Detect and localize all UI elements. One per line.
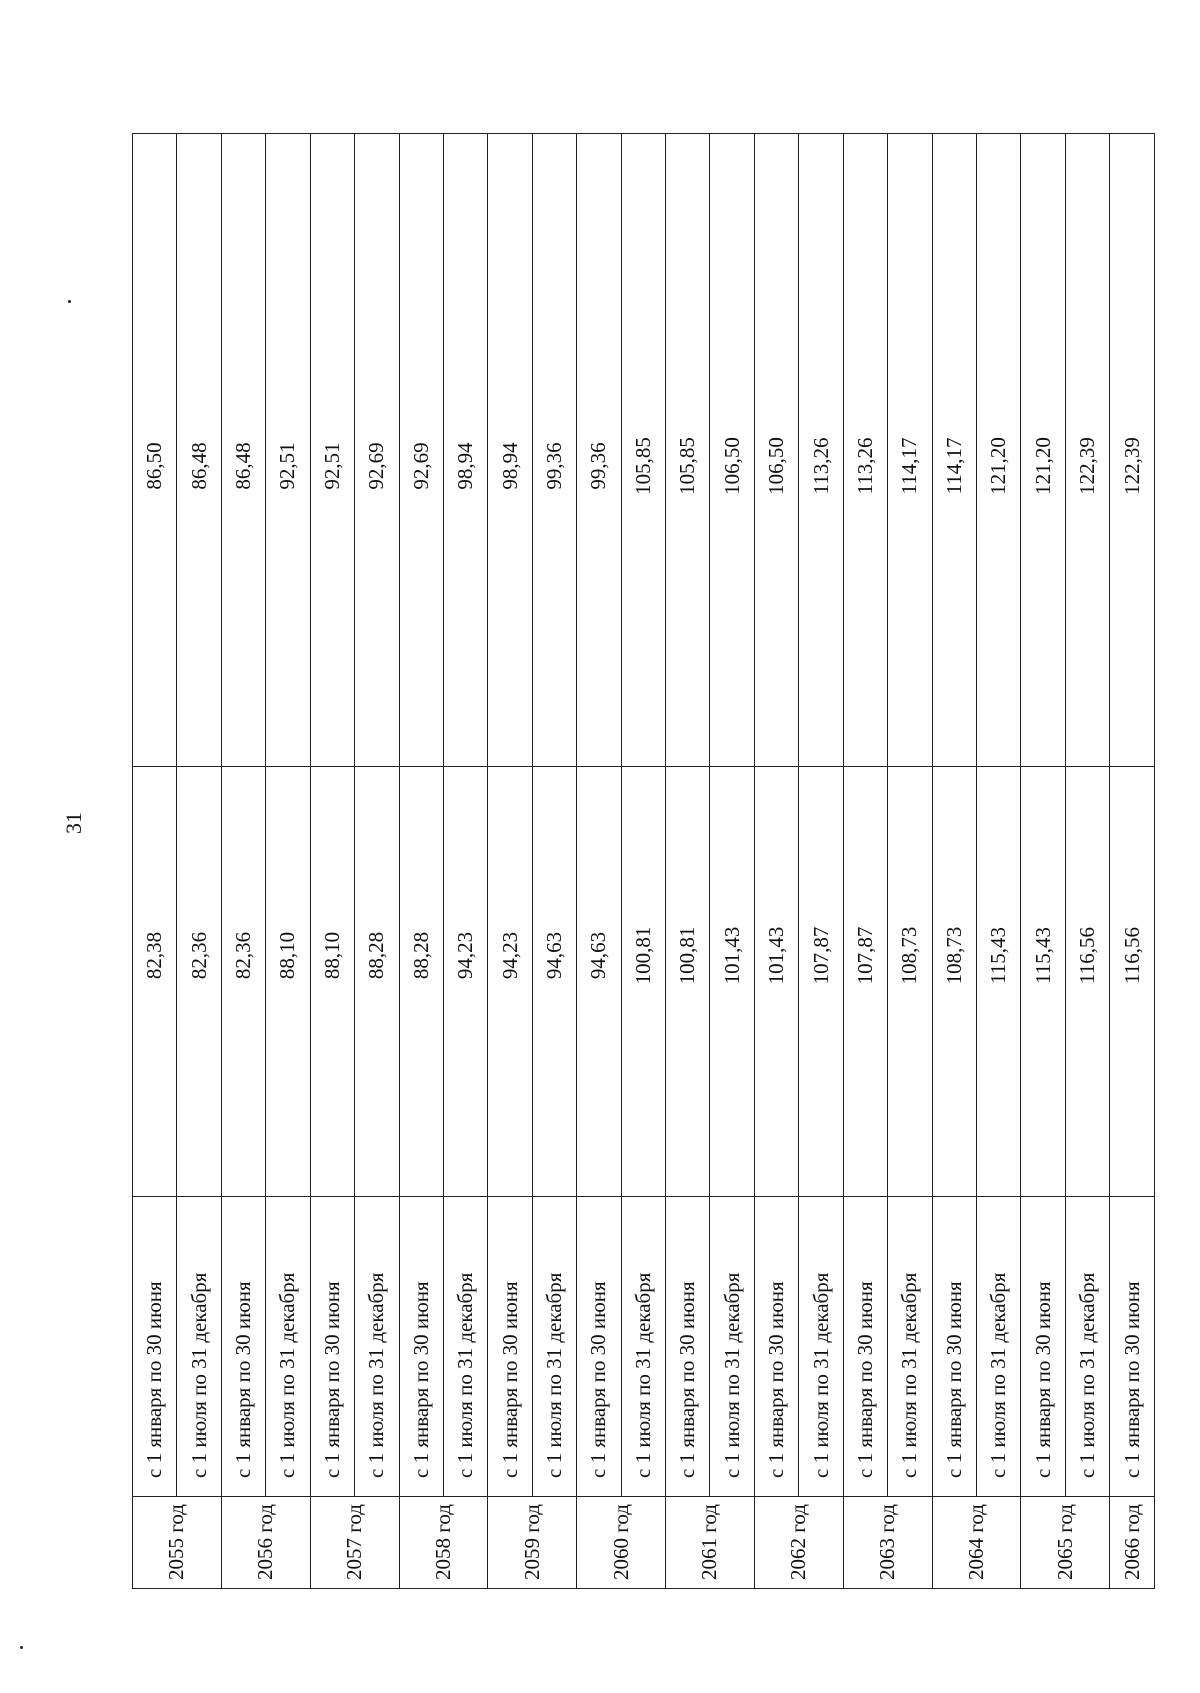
value1-cell: 100,81 [621, 767, 665, 1197]
value2-cell: 92,51 [266, 134, 310, 767]
tariff-table [132, 133, 1155, 1589]
period-cell: с 1 января по 30 июня [1021, 1197, 1065, 1497]
value2-cell: 92,51 [310, 134, 354, 767]
value1-cell: 115,43 [977, 767, 1021, 1197]
value2-cell: 106,50 [710, 134, 754, 767]
table-row [177, 134, 221, 1589]
period-cell: с 1 января по 30 июня [310, 1197, 354, 1497]
period-cell: с 1 июля по 31 декабря [177, 1197, 221, 1497]
period-cell: с 1 января по 30 июня [754, 1197, 798, 1497]
period-cell: с 1 июля по 31 декабря [355, 1197, 399, 1497]
value2-cell: 106,50 [754, 134, 798, 767]
table-row [266, 134, 310, 1589]
table-row [666, 134, 710, 1589]
period-cell: с 1 июля по 31 декабря [266, 1197, 310, 1497]
period-cell: с 1 июля по 31 декабря [888, 1197, 932, 1497]
table-row [843, 134, 887, 1589]
value1-cell: 82,36 [221, 767, 265, 1197]
period-cell: с 1 июля по 31 декабря [799, 1197, 843, 1497]
tariff-table-rotated [132, 134, 1155, 1589]
table-row [1110, 134, 1155, 1589]
year-cell: 2063 год [843, 1497, 932, 1589]
table-row [799, 134, 843, 1589]
period-cell: с 1 января по 30 июня [577, 1197, 621, 1497]
value2-cell: 86,48 [177, 134, 221, 767]
value2-cell: 121,20 [977, 134, 1021, 767]
value2-cell: 92,69 [399, 134, 443, 767]
year-cell: 2056 год [221, 1497, 310, 1589]
value1-cell: 94,63 [577, 767, 621, 1197]
scan-speck [68, 300, 71, 303]
table-row [754, 134, 798, 1589]
value2-cell: 99,36 [577, 134, 621, 767]
value1-cell: 108,73 [888, 767, 932, 1197]
value2-cell: 105,85 [666, 134, 710, 767]
period-cell: с 1 января по 30 июня [399, 1197, 443, 1497]
period-cell: с 1 января по 30 июня [1110, 1197, 1155, 1497]
year-cell: 2060 год [577, 1497, 666, 1589]
value1-cell: 94,63 [532, 767, 576, 1197]
table-row [577, 134, 621, 1589]
period-cell: с 1 июля по 31 декабря [532, 1197, 576, 1497]
value2-cell: 114,17 [888, 134, 932, 767]
value1-cell: 115,43 [1021, 767, 1065, 1197]
table-row [310, 134, 354, 1589]
table-row [443, 134, 487, 1589]
table-row [133, 134, 177, 1589]
page-number: 31 [61, 812, 86, 834]
value2-cell: 105,85 [621, 134, 665, 767]
period-cell: с 1 июля по 31 декабря [621, 1197, 665, 1497]
value2-cell: 98,94 [443, 134, 487, 767]
value2-cell: 113,26 [843, 134, 887, 767]
year-cell: 2066 год [1110, 1497, 1155, 1589]
table-row [1065, 134, 1109, 1589]
year-cell: 2061 год [666, 1497, 755, 1589]
year-cell: 2059 год [488, 1497, 577, 1589]
value1-cell: 88,28 [355, 767, 399, 1197]
period-cell: с 1 января по 30 июня [488, 1197, 532, 1497]
year-cell: 2058 год [399, 1497, 488, 1589]
value1-cell: 100,81 [666, 767, 710, 1197]
value1-cell: 101,43 [754, 767, 798, 1197]
year-cell: 2065 год [1021, 1497, 1110, 1589]
scan-speck [20, 1646, 23, 1649]
period-cell: с 1 января по 30 июня [666, 1197, 710, 1497]
value1-cell: 116,56 [1110, 767, 1155, 1197]
value2-cell: 99,36 [532, 134, 576, 767]
value2-cell: 114,17 [932, 134, 976, 767]
table-row [888, 134, 932, 1589]
table-row [399, 134, 443, 1589]
value2-cell: 92,69 [355, 134, 399, 767]
value2-cell: 122,39 [1110, 134, 1155, 767]
table-row [221, 134, 265, 1589]
table-row [932, 134, 976, 1589]
value1-cell: 101,43 [710, 767, 754, 1197]
value1-cell: 94,23 [488, 767, 532, 1197]
period-cell: с 1 июля по 31 декабря [977, 1197, 1021, 1497]
year-cell: 2062 год [754, 1497, 843, 1589]
value1-cell: 94,23 [443, 767, 487, 1197]
period-cell: с 1 июля по 31 декабря [710, 1197, 754, 1497]
tariff-table-body [133, 134, 1155, 1589]
value2-cell: 86,50 [133, 134, 177, 767]
table-row [488, 134, 532, 1589]
value1-cell: 82,38 [133, 767, 177, 1197]
period-cell: с 1 января по 30 июня [221, 1197, 265, 1497]
value2-cell: 121,20 [1021, 134, 1065, 767]
table-row [355, 134, 399, 1589]
year-cell: 2057 год [310, 1497, 399, 1589]
table-row [621, 134, 665, 1589]
value1-cell: 107,87 [843, 767, 887, 1197]
value1-cell: 108,73 [932, 767, 976, 1197]
table-row [532, 134, 576, 1589]
table-row [977, 134, 1021, 1589]
value1-cell: 116,56 [1065, 767, 1109, 1197]
value1-cell: 88,28 [399, 767, 443, 1197]
period-cell: с 1 июля по 31 декабря [443, 1197, 487, 1497]
value2-cell: 86,48 [221, 134, 265, 767]
value1-cell: 82,36 [177, 767, 221, 1197]
value2-cell: 113,26 [799, 134, 843, 767]
value1-cell: 88,10 [310, 767, 354, 1197]
value2-cell: 98,94 [488, 134, 532, 767]
value1-cell: 107,87 [799, 767, 843, 1197]
period-cell: с 1 января по 30 июня [133, 1197, 177, 1497]
table-row [1021, 134, 1065, 1589]
year-cell: 2055 год [133, 1497, 222, 1589]
period-cell: с 1 июля по 31 декабря [1065, 1197, 1109, 1497]
period-cell: с 1 января по 30 июня [932, 1197, 976, 1497]
table-row [710, 134, 754, 1589]
value2-cell: 122,39 [1065, 134, 1109, 767]
year-cell: 2064 год [932, 1497, 1021, 1589]
period-cell: с 1 января по 30 июня [843, 1197, 887, 1497]
value1-cell: 88,10 [266, 767, 310, 1197]
